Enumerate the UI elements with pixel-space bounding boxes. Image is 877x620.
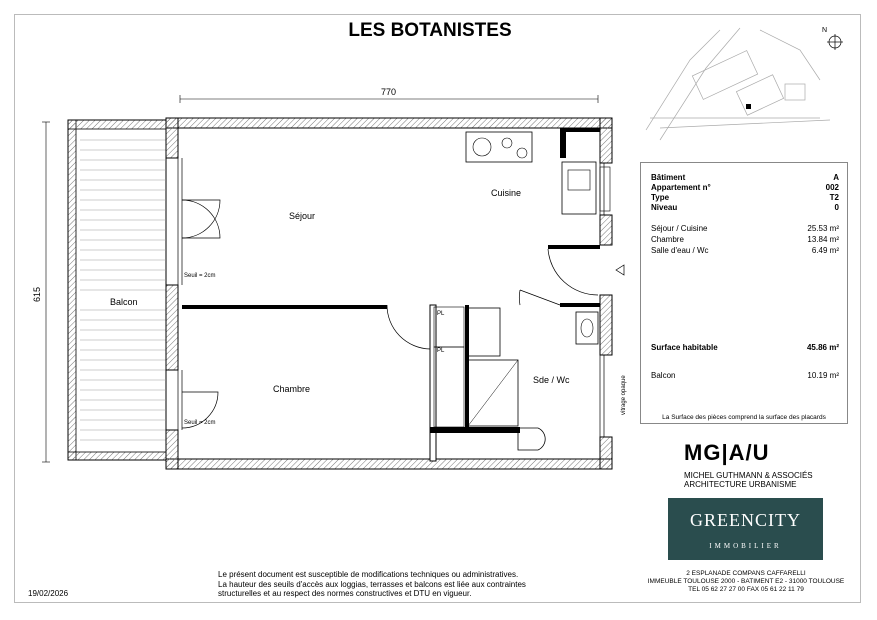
company-address: 2 ESPLANADE COMPANS CAFFARELLI IMMEUBLE TOULOUSE 2000 - BATIMENT E2 - 31000 TOULOUSE TEL 05 62 27 27 00 FAX 05 61 22 11 79 [647, 570, 845, 593]
greencity-logo: GREENCITY IMMOBILIER [668, 498, 823, 560]
info-row-surface: Surface habitable 45.86 m² [651, 343, 839, 352]
room-label-chambre: Chambre [273, 384, 311, 394]
closet-label-1: PL [437, 311, 445, 317]
toilet [518, 428, 545, 450]
closet-label-2: PL [437, 348, 445, 354]
disclaimer: Le présent document est susceptible de modifications techniques ou administratives. La hauteur des seuils d'accès aux loggias, terrasses et balcons est liée aux contraintes structurelles et au respect des normes constructives et DTU en vigueur. [218, 570, 526, 598]
info-row-niveau: Niveau 0 [651, 203, 839, 212]
room-label-balcon: Balcon [110, 297, 138, 307]
balcony-decking [80, 140, 166, 440]
north-label: N [822, 27, 828, 34]
info-row-sde: Salle d'eau / Wc 6.49 m² [651, 246, 839, 255]
entry-arrow [616, 265, 624, 275]
bottom-wall [166, 459, 612, 469]
threshold-note-top: Seuil = 2cm [184, 273, 216, 279]
location-marker [746, 104, 751, 109]
info-row-chambre: Chambre 13.84 m² [651, 235, 839, 244]
document-date: 19/02/2026 [28, 589, 69, 598]
threshold-note-bottom: Seuil = 2cm [184, 420, 216, 426]
cooktop [466, 132, 532, 162]
info-row-balcon: Balcon 10.19 m² [651, 371, 839, 380]
opaque-glazing-label: vitrage opaque [621, 375, 627, 415]
room-label-sde: Sde / Wc [533, 375, 570, 385]
height-dimension: 615 [32, 286, 42, 302]
info-row-sejour: Séjour / Cuisine 25.53 m² [651, 224, 839, 233]
washbasin [576, 312, 598, 344]
architect-name: MICHEL GUTHMANN & ASSOCIÉS ARCHITECTURE URBANISME [684, 471, 813, 489]
architect-logo: MG|A/U [684, 440, 770, 465]
bedroom-wall [182, 305, 387, 309]
top-wall [166, 118, 612, 128]
page-title: LES BOTANISTES [348, 20, 512, 41]
info-row-type: Type T2 [651, 193, 839, 202]
width-dimension: 770 [381, 87, 397, 97]
situation-map [646, 28, 830, 140]
info-row-batiment: Bâtiment A [651, 173, 839, 182]
info-note: La Surface des pièces comprend la surface des placards [662, 414, 826, 421]
room-label-sejour: Séjour [289, 211, 316, 221]
info-row-appartement: Appartement n° 002 [651, 183, 839, 192]
info-panel [640, 162, 848, 424]
room-label-cuisine: Cuisine [491, 188, 522, 198]
